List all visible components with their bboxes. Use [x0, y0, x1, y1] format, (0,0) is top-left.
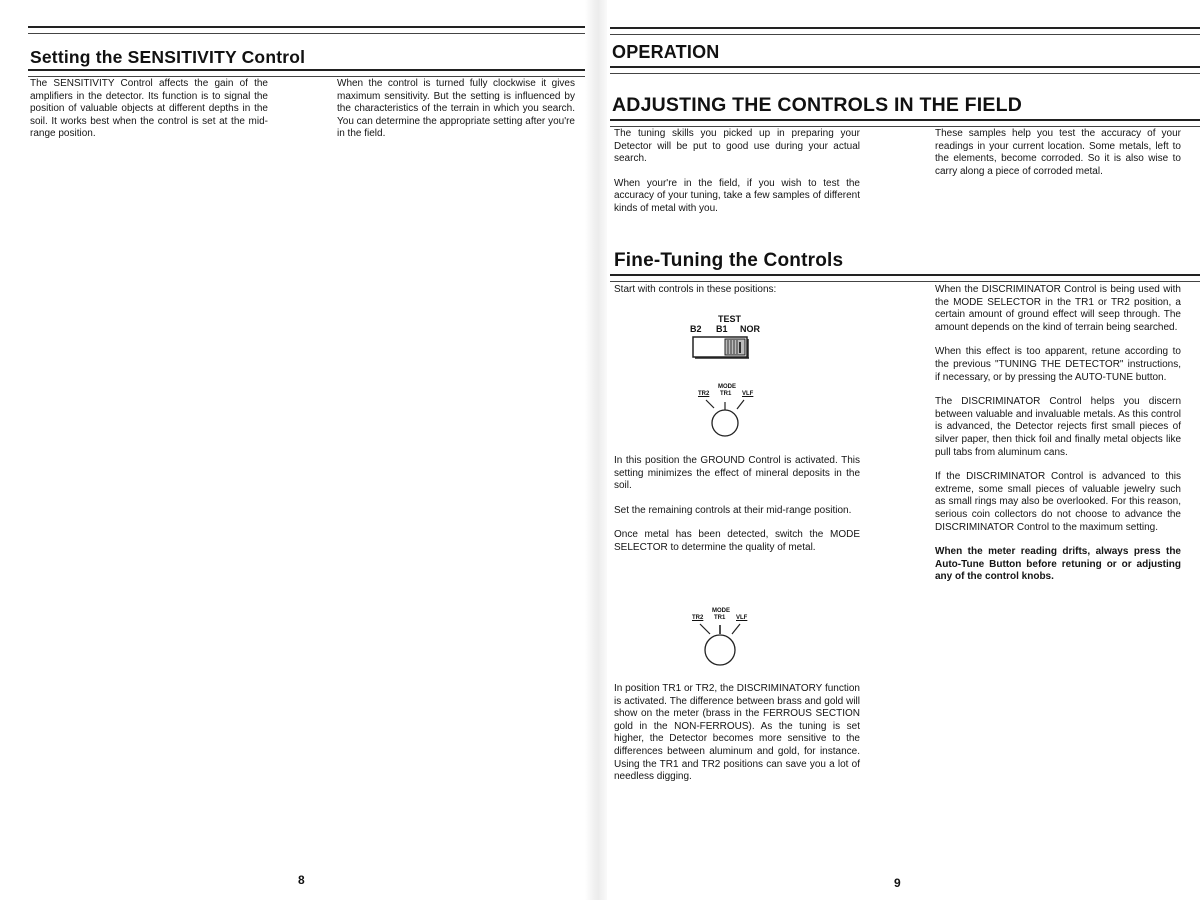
dial-top-label: MODE	[718, 384, 736, 390]
right-page	[590, 0, 1200, 900]
paragraph: When your're in the field, if you wish to test the accuracy of your tuning, take a few samples of different kinds of metal with you.	[614, 177, 860, 214]
dial-label-tr2: TR2	[692, 615, 704, 621]
paragraph: The DISCRIMINATOR Control helps you discern between valuable and invaluable metals. As this control is advanced, the Detector rejects first small pieces of silver paper, then thick foil and finally metal objects like pull tabs from aluminum cans.	[935, 396, 1181, 458]
fine-tuning-rule	[610, 274, 1200, 282]
paragraph: When the DISCRIMINATOR Control is being used with the MODE SELECTOR in the TR1 or TR2 position, a certain amount of ground effect will seep through. The amount depends on the kind of terrain being searched.	[935, 284, 1181, 333]
slide-switch-icon	[692, 336, 750, 360]
test-switch-figure	[690, 314, 770, 364]
dial-top-label: MODE	[712, 608, 730, 614]
dial-label-tr2: TR2	[698, 391, 710, 397]
switch-label-b2: B2	[690, 324, 702, 334]
adjusting-heading: ADJUSTING THE CONTROLS IN THE FIELD	[612, 94, 1023, 116]
auto-tune-note: When the meter reading drifts, always press the Auto-Tune Button before retuning or or adjusting any of the control knobs.	[935, 546, 1181, 583]
operation-rule	[610, 66, 1200, 74]
paragraph: Set the remaining controls at their mid-range position.	[614, 504, 852, 516]
operation-title: OPERATION	[612, 42, 720, 62]
paragraph: If the DISCRIMINATOR Control is advanced to this extreme, some small pieces of valuable jewelry such as small rings may also be overlooked. For this reason, serious coin collectors do not choose to advance the DISCRIMINATOR Control to the maximum setting.	[935, 471, 1181, 533]
fine-left-text-b	[614, 683, 860, 796]
mode-dial-figure	[696, 384, 756, 444]
top-rule	[28, 26, 590, 34]
fine-left-text-a	[614, 455, 860, 567]
page-number-right: 9	[894, 876, 901, 890]
paragraph: In this position the GROUND Control is activated. This setting minimizes the effect of mineral deposits in the soil.	[614, 455, 860, 492]
heading-rule	[28, 69, 590, 77]
dial-label-vlf: VLF	[736, 615, 748, 621]
switch-label-nor: NOR	[740, 324, 760, 334]
adjusting-rule	[610, 119, 1200, 127]
paragraph: When this effect is too apparent, retune according to the previous "TUNING THE DETECTOR" instructions, if necessary, or by pressing the AUTO-TUNE button.	[935, 346, 1181, 383]
top-rule	[610, 27, 1200, 35]
mode-dial-figure-2	[690, 608, 750, 668]
dial-label-tr1: TR1	[720, 391, 732, 397]
page-number-left: 8	[298, 873, 305, 887]
paragraph: These samples help you test the accuracy of your readings in your current location. Some metals, left to the elements, become corroded. So it is also wise to carry along a piece of corroded metal.	[935, 128, 1181, 177]
left-page	[0, 0, 590, 900]
fine-tuning-heading: Fine-Tuning the Controls	[614, 250, 844, 271]
intro-col-1	[614, 128, 860, 228]
paragraph: The tuning skills you picked up in preparing your Detector will be put to good use during your actual search.	[614, 128, 860, 165]
switch-label-b1: B1	[716, 324, 728, 334]
paragraph: In position TR1 or TR2, the DISCRIMINATORY function is activated. The difference between brass and gold will show on the meter (brass in the FERROUS SECTION gold in the NON-FERROUS). As the tuning is set higher, the Detector becomes more sensitive to the differences between aluminum and gold, for instance. Using the TR1 and TR2 positions can save you a lot of needless digging.	[614, 683, 860, 783]
start-text: Start with controls in these positions:	[614, 284, 777, 295]
switch-top-label: TEST	[718, 314, 742, 324]
paragraph: The SENSITIVITY Control affects the gain of the amplifiers in the detector. Its function is to signal the position of valuable objects at different depths in the soil. It works best when the control is set at the mid-range position.	[30, 78, 268, 140]
paragraph: Once metal has been detected, switch the MODE SELECTOR to determine the quality of metal.	[614, 529, 860, 553]
sensitivity-col-1	[30, 78, 268, 153]
mode-knob-icon	[690, 622, 750, 668]
dial-label-vlf: VLF	[742, 391, 754, 397]
paragraph: When the control is turned fully clockwise it gives maximum sensitivity. But the setting is influenced by the characteristics of the terrain in which you search. You can determine the appropriate setting after you're in the field.	[337, 78, 575, 140]
sensitivity-col-2	[337, 78, 575, 153]
intro-col-2	[935, 128, 1181, 190]
sensitivity-heading: Setting the SENSITIVITY Control	[30, 47, 306, 67]
dial-label-tr1: TR1	[714, 615, 726, 621]
fine-right-col	[935, 284, 1181, 596]
mode-knob-icon	[696, 398, 756, 440]
